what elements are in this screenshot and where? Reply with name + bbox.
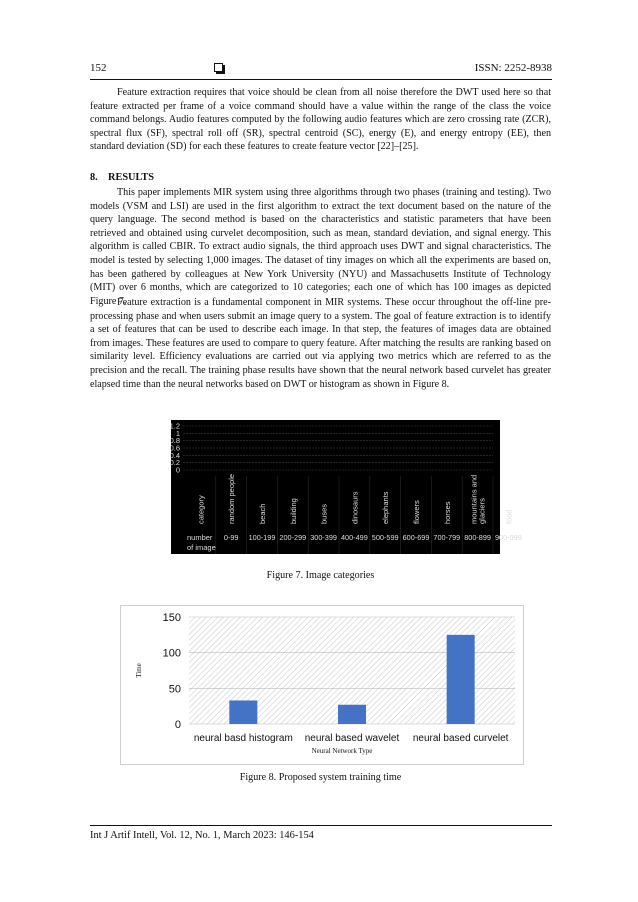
category-label: dinosaurs [350,491,360,524]
training-time-chart [121,606,523,764]
range-label: 800-899 [464,533,491,542]
y-tick-label: 100 [162,647,181,660]
y-tick-label: 150 [162,612,181,624]
image-categories-chart [169,420,522,554]
paragraph-feature-extraction: Feature extraction requires that voice should be clean from all noise therefore the DWT used here so that feature extracted per frame of a voice command should have a value within the range of the class the voice command belongs. Audio features computed by the following audio features which are zero crossing rate (ZCR), spectral flux (SF), spectral roll off (SR), spectral centroid (SC), energy (E), and energy entropy (EE), then standard deviation (SD) for each these features to create feature vector [22]–[25]. [90,87,551,153]
range-label: 300-399 [310,533,337,542]
range-label: 600-699 [402,533,430,542]
y-tick-label: 50 [168,683,181,696]
category-label: elephants [381,491,391,524]
row-label: of image [187,543,216,552]
range-label: 100-199 [248,533,276,542]
range-label: 0-99 [223,533,239,542]
category-label: horses [442,501,452,524]
category-label: food [504,509,514,524]
category-label: beach [258,503,267,524]
range-label: 200-299 [279,533,307,542]
x-tick-label: neural basd histogram [193,733,293,744]
range-label: 900-999 [495,533,522,542]
paragraph-results: This paper implements MIR system using three algorithms through two phases (training and testing). Two models (VSM and LSI) are used in the first algorithm to extract the text document based on the nature of the query language. The second method is based on the characteristics and statistic parameters that have been retrieved and obtained using curvelet decomposition, such as mean, standard deviation, and signal energy. This algorithm is called CBIR. To extract audio signals, the third approach uses DWT and signal characteristics. The model is tested by selecting 1,000 images. The dataset of tiny images on which all the experiments are based on, has been gathered by colleagues at New York University (NYU) and Massachusetts Institute of Technology (MIT) over 6 months, which are categorized to 10 categories; each one of which has 100 images as depicted Figure 7. [90,187,551,307]
category-label: mountains and [469,474,479,524]
y-tick-label: 0.6 [169,443,180,453]
y-tick-label: 1.2 [169,421,180,431]
category-header-label: category [196,495,206,524]
bar [338,705,366,724]
figure-8-caption: Figure 8. Proposed system training time [239,772,402,783]
y-axis-title: Time [135,663,143,678]
category-label: glaciers [477,498,487,524]
y-tick-label: 0.8 [169,436,180,446]
y-tick-label: 0 [175,465,180,475]
y-tick-label: 0 [174,719,181,731]
range-label: 500-599 [371,533,399,542]
range-label: 400-499 [341,533,368,542]
footer-rule [90,825,552,826]
page-header [90,62,552,80]
y-tick-label: 0.2 [169,458,180,468]
footer-citation: Int J Artif Intell, Vol. 12, No. 1, March 2023: 146-154 [90,830,314,841]
y-tick-label: 1 [175,428,180,438]
figure-8-chart [120,605,524,765]
category-label: building [288,498,298,524]
y-tick-label: 0.4 [169,450,180,460]
bar [447,635,475,724]
category-label: flowers [412,500,421,524]
x-tick-label: neural based wavelet [304,733,400,744]
figure-7-chart [169,420,522,554]
category-label: buses [319,503,329,524]
x-tick-label: neural based curvelet [412,733,509,744]
x-axis-title: Neural Network Type [311,747,373,755]
paragraph-feature-extraction-mir: Feature extraction is a fundamental component in MIR systems. These occur throughout the off-line pre-processing phase and when users submit an image query to a system. The goal of feature extraction is to identify a set of features that can be used to describe each image. In that step, the features of images data are obtained from images. These features are used to compare to query feature. After matching the results are ranking based on similarity level. Efficiency evaluations are carried out via applying two metrics which are referred to as the precision and the recall. The training phase results have shown that the neural network based curvelet has greater elapsed time than the neural networks based on DWT or histogram as shown in Figure 8. [90,297,551,390]
row-label: number [187,533,213,542]
range-label: 700-799 [433,533,461,542]
figure-7-caption: Figure 7. Image categories [266,570,375,581]
issn: ISSN: 2252-8938 [474,62,552,74]
category-label: random people [227,473,237,524]
page-number: 152 [90,62,107,74]
header-rule [90,79,552,80]
bar [229,700,257,724]
section-title: 8. RESULTS [90,172,155,183]
box-icon [214,63,223,72]
